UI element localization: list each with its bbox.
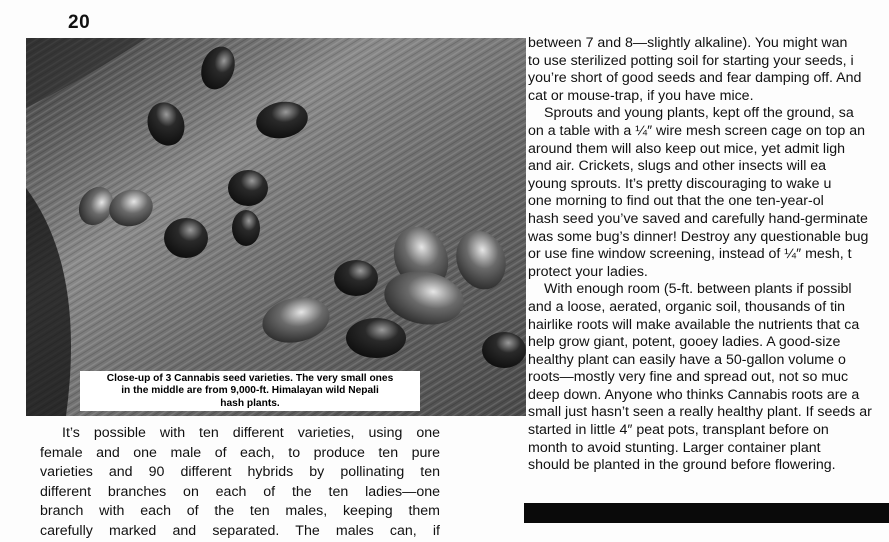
right-text-line: protect your ladies. — [528, 263, 648, 280]
page-number: 20 — [68, 12, 91, 33]
seed-photo — [26, 38, 526, 416]
right-text-line: between 7 and 8—slightly alkaline). You might wan — [528, 35, 848, 51]
right-text-line: With enough room (5-ft. between plants if possibl — [544, 281, 852, 298]
caption-line: Close-up of 3 Cannabis seed varieties. The very small ones — [106, 373, 394, 384]
right-text-line: around them will also keep out mice, yet admit ligh — [528, 140, 846, 157]
right-text-line: Sprouts and young plants, kept off the ground, sa — [544, 105, 854, 122]
right-text-line: help grow giant, potent, gooey ladies. A good-size — [528, 334, 841, 351]
right-text-line: hairlike roots will make available the nutrients that ca — [528, 316, 860, 333]
left-column-text — [40, 424, 440, 542]
left-text-line: female and one male of each, to produce ten pure — [40, 444, 440, 461]
right-text-line: and air. Crickets, slugs and other insects will ea — [528, 158, 827, 175]
right-text-line: should be planted in the ground before flowering. — [528, 457, 836, 474]
right-text-line: small just hasn’t seen a really healthy plant. If seeds ar — [528, 404, 872, 421]
right-text-line: or use fine window screening, instead of ¼″ mesh, t — [528, 246, 852, 263]
right-text-line: to use sterilized potting soil for starting your seeds, i — [528, 52, 854, 69]
right-text-line: deep down. Anyone who thinks Cannabis roots are a — [528, 386, 860, 403]
right-text-line: roots—mostly very fine and spread out, not so muc — [528, 369, 849, 386]
right-text-line: young sprouts. It’s pretty discouraging to wake u — [528, 175, 832, 192]
left-text-line: different branches on each of the ten ladies—one — [40, 483, 440, 500]
left-text-line: carefully marked and separated. The males can, if — [40, 522, 440, 539]
left-text-line: It’s possible with ten different varieties, using one — [62, 425, 440, 441]
caption-line: in the middle are from 9,000-ft. Himalayan wild Nepali — [121, 385, 379, 397]
right-text-line: healthy plant can easily have a 50-gallon volume o — [528, 351, 846, 368]
right-column-text — [528, 35, 889, 475]
next-photo-edge — [524, 503, 889, 523]
left-text-line: varieties and 90 different hybrids by pollinating ten — [40, 464, 440, 481]
caption-line: hash plants. — [220, 397, 280, 409]
right-text-line: you’re short of good seeds and fear damping off. And — [528, 70, 862, 87]
right-text-line: on a table with a ¼″ wire mesh screen cage on top an — [528, 122, 866, 139]
right-text-line: one morning to find out that the one ten-year-ol — [528, 193, 824, 210]
right-text-line: month to avoid stunting. Larger container plant — [528, 439, 821, 456]
right-text-line: cat or mouse-trap, if you have mice. — [528, 87, 754, 104]
photo-caption — [80, 371, 420, 411]
left-text-line: branch with each of the ten males, keeping them — [40, 503, 440, 520]
seed-photo-image — [26, 38, 526, 416]
right-text-line: and a loose, aerated, organic soil, thousands of tin — [528, 298, 846, 315]
right-text-line: was some bug’s dinner! Destroy any questionable bug — [528, 228, 869, 245]
right-text-line: started in little 4″ peat pots, transplant before on — [528, 422, 829, 439]
right-text-line: hash seed you’ve saved and carefully hand-germinate — [528, 210, 868, 227]
